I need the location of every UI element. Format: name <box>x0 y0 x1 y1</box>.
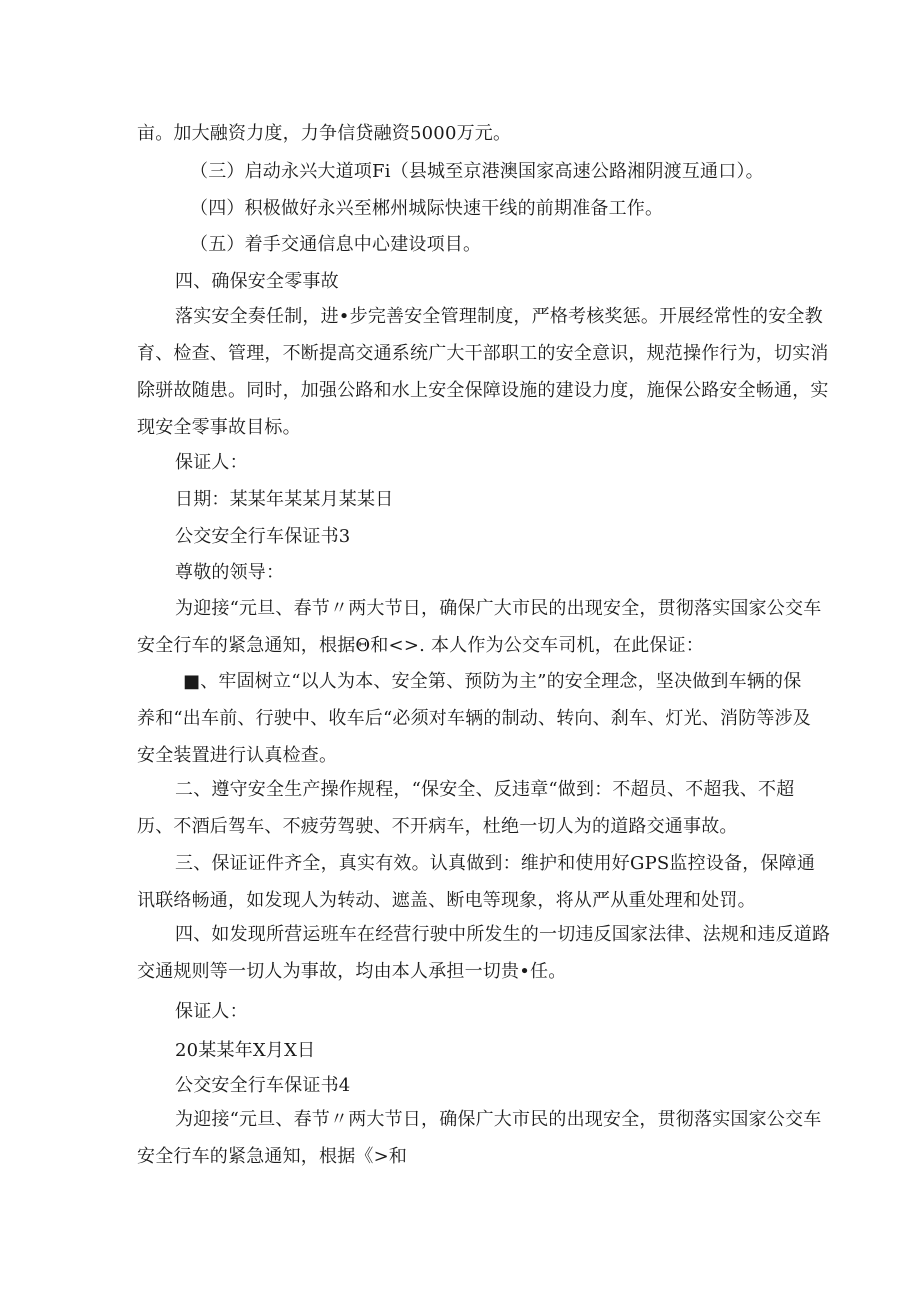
text-line: 三、保证证件齐全，真实有效。认真做到：维护和使用好GPS监控设备，保障通 <box>175 853 816 874</box>
text-line: 安全行车的紧急通知，根据Θ和<>. 本人作为公交车司机，在此保证： <box>137 635 704 656</box>
text-line: （四）积极做好永兴至郴州城际快速干线的前期准备工作。 <box>190 198 664 219</box>
guarantor-label <box>175 444 248 481</box>
text-line: （五）着手交通信息中心建设项目。 <box>190 234 482 255</box>
text-line: 尊敬的领导： <box>175 562 285 583</box>
text-line: 日期：某某年某某月某某日 <box>175 489 394 510</box>
document-title-3 <box>175 518 350 555</box>
text-line: 亩。加大融资力度，力争信贷融资5000万元。 <box>137 123 512 144</box>
paragraph-financing <box>137 115 511 152</box>
text-line: 讯联络畅通，如发现人为转动、遮盖、断电等现象，将从严从重处理和处罚。 <box>137 890 756 911</box>
text-line: （三）启动永兴大道项Fi（县城至京港澳国家高速公路湘阴渡互通口）。 <box>190 161 764 182</box>
text-line: 育、检查、管理，不断提高交通系统广大干部职工的安全意识，规范操作行为，切实消 <box>137 343 829 364</box>
paragraph-item-4 <box>190 190 663 227</box>
text-line: 安全装置进行认真检查。 <box>137 745 338 766</box>
text-line: 为迎接“元旦、春节〃两大节日，确保广大市民的出现安全，贯彻落实国家公交车 <box>175 598 822 619</box>
text-line: 二、遵守安全生产操作规程，“保安全、反违章“做到：不超员、不超我、不超 <box>175 779 795 800</box>
text-line: 保证人： <box>175 1001 248 1022</box>
text-line: 交通规则等一切人为事故，均由本人承担一切贵•任。 <box>137 961 567 982</box>
salutation <box>175 554 284 591</box>
paragraph-pledge-4 <box>137 916 831 990</box>
date-line-2 <box>175 1032 315 1069</box>
text-line: 公交安全行车保证书4 <box>175 1075 351 1096</box>
document-title-4 <box>175 1067 350 1104</box>
paragraph-item-3 <box>190 153 764 190</box>
text-line: 历、不酒后驾车、不疲劳驾驶、不开病车，杜绝一切人为的道路交通事故。 <box>137 816 738 837</box>
text-line: 20某某年X月X日 <box>175 1040 316 1061</box>
paragraph-intro-3 <box>137 590 822 664</box>
text-line: 现安全零事故目标。 <box>137 417 301 438</box>
text-line: 除骈故随患。同时，加强公路和水上安全保障设施的建设力度，施保公路安全畅通，实 <box>137 380 829 401</box>
paragraph-item-5 <box>190 226 481 263</box>
text-line: 四、确保安全零事故 <box>175 271 339 292</box>
text-line: 四、如发现所营运班车在经营行驶中所发生的一切违反国家法律、法规和违反道路 <box>175 924 831 945</box>
text-line: 保证人： <box>175 452 248 473</box>
section-heading-safety <box>175 263 339 300</box>
text-line: 落实安全奏任制，进•步完善安全管理制度，严格考核奖惩。开展经常性的安全教 <box>175 306 823 327</box>
text-line: 为迎接“元旦、春节〃两大节日，确保广大市民的出现安全，贯彻落实国家公交车 <box>175 1109 822 1130</box>
paragraph-safety-body <box>137 298 829 446</box>
text-line: 安全行车的紧急通知，根据《>和 <box>137 1146 408 1167</box>
date-line <box>175 481 393 518</box>
text-line: ■、牢固树立“以人为本、安全第、预防为主”的安全理念，坚决做到车辆的保 <box>183 671 802 692</box>
paragraph-intro-4 <box>137 1101 822 1175</box>
text-line: 养和“出车前、行驶中、收车后“必须对车辆的制动、转向、刹车、灯光、消防等涉及 <box>137 708 812 729</box>
paragraph-pledge-1 <box>137 663 812 774</box>
text-line: 公交安全行车保证书3 <box>175 526 351 547</box>
guarantor-label-2 <box>175 993 248 1030</box>
paragraph-pledge-2 <box>137 771 797 845</box>
paragraph-pledge-3 <box>137 845 816 919</box>
